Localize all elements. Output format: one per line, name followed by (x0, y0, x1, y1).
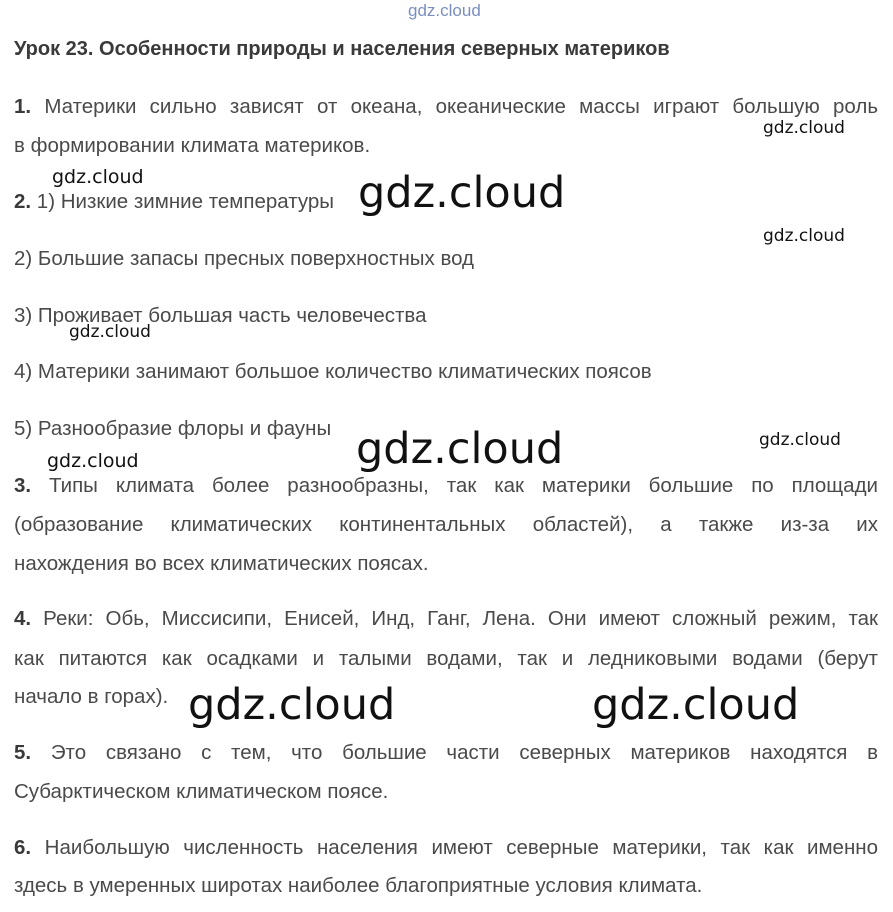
answer-6-number: 6. (14, 836, 32, 859)
answer-5-number: 5. (14, 741, 32, 764)
lesson-title: Урок 23. Особенности природы и населения северных материков (14, 38, 670, 60)
answer-4-line-2: как питаются как осадками и талыми водами, так и ледниковыми водами (берут (14, 647, 878, 670)
watermark: gdz.cloud (763, 226, 845, 246)
answer-4-text-1: Реки: Обь, Миссисипи, Енисей, Инд, Ганг, Лена. Они имеют сложный режим, так (31, 607, 878, 630)
answer-5-line-2: Субарктическом климатическом поясе. (14, 780, 389, 803)
answer-4-number: 4. (14, 607, 32, 630)
watermark-large: gdz.cloud (356, 424, 564, 474)
answer-6-line-2: здесь в умеренных широтах наиболее благоприятные условия климата. (14, 874, 703, 897)
watermark-top: gdz.cloud (408, 1, 481, 20)
answer-1-number: 1. (14, 95, 32, 118)
answer-4-line-1 (14, 607, 878, 631)
answer-1-text-1: Материки сильно зависят от океана, океанические массы играют большую роль (31, 95, 878, 118)
answer-3-line-3: нахождения во всех климатических поясах. (14, 552, 429, 575)
watermark-large: gdz.cloud (188, 680, 396, 730)
watermark: gdz.cloud (47, 450, 139, 472)
watermark: gdz.cloud (69, 322, 151, 342)
answer-4-line-3: начало в горах). (14, 685, 169, 708)
answer-3-text-1: Типы климата более разнообразны, так как материки большие по площади (31, 474, 878, 497)
answer-6-text-1: Наибольшую численность населения имеют северные материки, так как именно (31, 836, 878, 859)
answer-1-line-1 (14, 95, 878, 119)
answer-2-item-1 (14, 190, 334, 214)
answer-3-line-1 (14, 474, 878, 498)
answer-2-item-4: 4) Материки занимают большое количество климатических поясов (14, 360, 652, 383)
watermark-large: gdz.cloud (358, 168, 566, 218)
answer-5-line-1 (14, 741, 878, 765)
watermark: gdz.cloud (759, 430, 841, 450)
answer-2-item-2: 2) Большие запасы пресных поверхностных вод (14, 247, 475, 270)
answer-2-item-5: 5) Разнообразие флоры и фауны (14, 417, 332, 440)
answer-3-line-2: (образование климатических континентальных областей), а также из-за их (14, 513, 878, 536)
answer-2-number: 2. (14, 190, 32, 213)
answer-1-line-2: в формировании климата материков. (14, 134, 371, 157)
watermark: gdz.cloud (52, 166, 144, 188)
answer-3-number: 3. (14, 474, 32, 497)
watermark-large: gdz.cloud (592, 680, 800, 730)
answer-5-text-1: Это связано с тем, что большие части северных материков находятся в (31, 741, 878, 764)
watermark: gdz.cloud (763, 118, 845, 138)
answer-6-line-1 (14, 836, 878, 860)
answer-2-item-1-text: 1) Низкие зимние температуры (31, 190, 334, 213)
answer-2-item-3: 3) Проживает большая часть человечества (14, 304, 427, 327)
